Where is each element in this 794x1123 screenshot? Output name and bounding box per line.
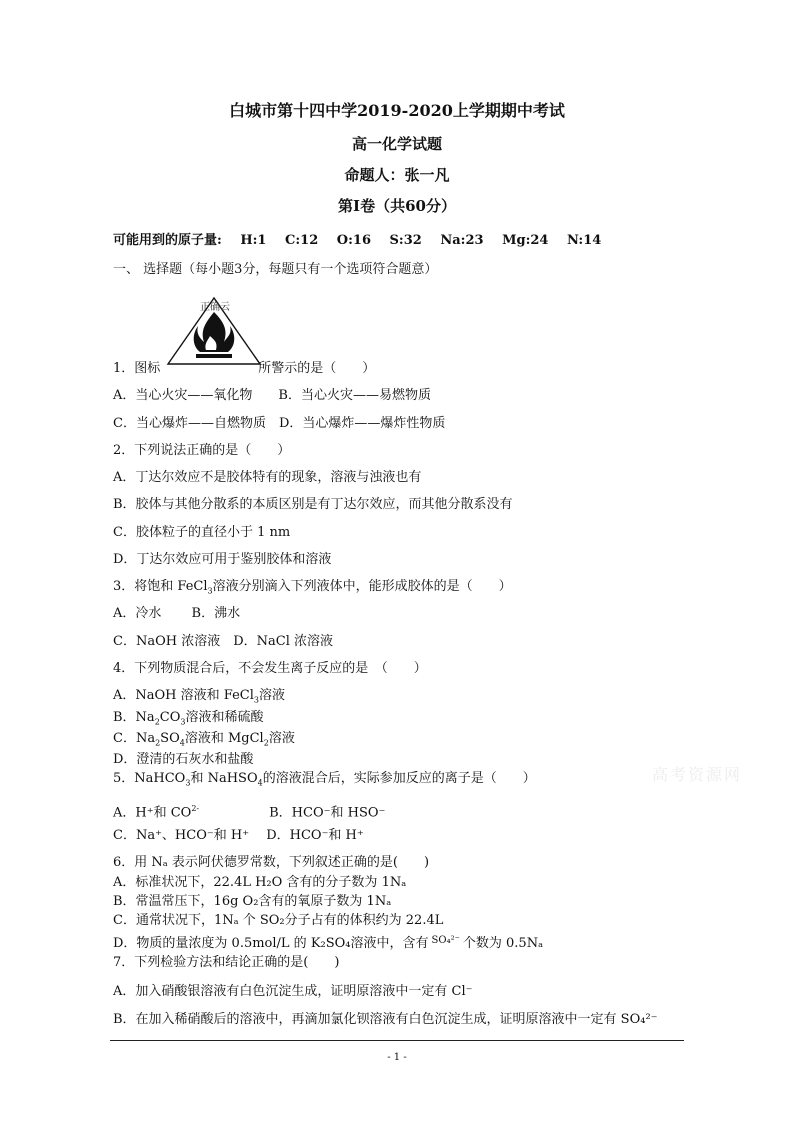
symbol-watermark-label: 正确云 (200, 302, 230, 313)
question-7-option-a: A．加入硝酸银溶液有白色沉淀生成，证明原溶液中一定有 Cl⁻ (113, 984, 473, 999)
question-3-options-row2: C．NaOH 浓溶液 D．NaCl 浓溶液 (113, 634, 333, 649)
q5-p2: 和 NaHSO (190, 771, 258, 786)
exam-author: 命题人：张一凡 (344, 166, 450, 184)
question-7-option-b: B．在加入稀硝酸后的溶液中，再滴加氯化钡溶液有白色沉淀生成，证明原溶液中一定有 SO₄²⁻ (113, 1012, 658, 1027)
question-5-options-row2: C．Na⁺、HCO⁻和 H⁺ D．HCO⁻和 H⁺ (113, 828, 364, 843)
question-5-options-row1 (113, 801, 385, 821)
question-3-stem-b: 溶液分别滴入下列液体中，能形成胶体的是（ ） (212, 579, 512, 594)
q4a-sub: 3 (253, 695, 259, 705)
question-4-option-d: D．澄清的石灰水和盐酸 (113, 752, 254, 767)
part-heading: 一、 选择题（每小题3分，每题只有一个选项符合题意） (113, 262, 438, 277)
q5-row1b: B．HCO⁻和 HSO⁻ (269, 805, 386, 821)
exam-title: 白城市第十四中学2019-2020上学期期中考试 (229, 101, 565, 120)
question-5-stem (113, 771, 536, 792)
question-3-stem (113, 579, 512, 600)
question-2-option-a: A．丁达尔效应不是胶体特有的现象，溶液与浊液也有 (113, 470, 422, 485)
q4a-pre: A．NaOH 溶液和 FeCl (113, 688, 254, 703)
question-6-option-d (113, 936, 543, 953)
q6d-post: 个数为 0.5Nₐ (462, 936, 544, 951)
q5-s2: 4 (257, 778, 263, 788)
question-2-option-c: C．胶体粒子的直径小于 1 nm (113, 525, 291, 540)
exam-section: 第Ⅰ卷（共60分） (338, 197, 456, 215)
q4c-mid: SO (160, 731, 180, 746)
question-3-options-row1: A．冷水 B．沸水 (113, 606, 241, 621)
question-2-option-b: B．胶体与其他分散系的本质区别是有丁达尔效应，而其他分散系没有 (113, 497, 513, 512)
q5-row1a: A．H⁺和 CO (113, 805, 192, 821)
exam-subject: 高一化学试题 (351, 135, 442, 153)
q5-p3: 的溶液混合后，实际参加反应的离子是（ ） (262, 771, 536, 786)
q5-s1: 3 (185, 778, 191, 788)
flammable-warning-icon (166, 296, 262, 366)
question-1-stem-a: 1．图标 (113, 361, 161, 376)
q4c-mid2: 溶液和 MgCl (184, 731, 264, 746)
question-2-option-d: D．丁达尔效应可用于鉴别胶体和溶液 (113, 552, 332, 567)
q5-row1a-sup: 2- (191, 804, 200, 813)
q4a-post: 溶液 (258, 688, 285, 703)
q4c-pre: C．Na (113, 731, 156, 746)
question-1-stem (113, 361, 375, 377)
atomic-mass-item: O:16 (336, 233, 372, 248)
atomic-masses-label: 可能用到的原子量: (113, 233, 222, 248)
atomic-mass-item: C:12 (285, 233, 319, 248)
atomic-mass-item: H:1 (240, 233, 267, 248)
q6d-pre: D．物质的量浓度为 0.5mol/L 的 K₂SO₄溶液中，含有 (113, 936, 429, 951)
atomic-mass-item: S:32 (389, 233, 422, 248)
question-4-option-a (113, 688, 285, 709)
question-3-stem-a: 3．将饱和 FeCl (113, 579, 208, 594)
q6d-ion: SO₄²⁻ (431, 935, 460, 946)
question-6-option-c: C．通常状况下，1Nₐ 个 SO₂分子占有的体积约为 22.4L (113, 913, 444, 928)
page-number: - 1 - (387, 1052, 407, 1063)
q4c-post: 溶液 (268, 731, 295, 746)
question-1-options-row2: C．当心爆炸——自燃物质 D．当心爆炸——爆炸性物质 (113, 416, 446, 431)
q4b-mid: CO (159, 710, 181, 725)
q4b-pre: B．Na (113, 710, 155, 725)
question-6-stem: 6．用 Nₐ 表示阿伏德罗常数，下列叙述正确的是( ) (113, 855, 430, 870)
q4b-post: 溶液和稀硫酸 (185, 710, 264, 725)
question-3-stem-sub: 3 (207, 586, 213, 596)
question-7-stem: 7．下列检验方法和结论正确的是( ) (113, 955, 340, 970)
question-4-option-b (113, 710, 264, 731)
question-4-stem: 4．下列物质混合后，不会发生离子反应的是 （ ） (113, 661, 427, 676)
q4c-sub3: 2 (263, 738, 269, 748)
question-1-options-row1: A．当心火灾——氧化物 B．当心火灾——易燃物质 (113, 388, 431, 403)
q4c-sub1: 2 (155, 738, 161, 748)
question-6-option-b: B．常温常压下，16g O₂含有的氧原子数为 1Nₐ (113, 894, 392, 909)
q4b-sub1: 2 (154, 717, 160, 727)
question-4-option-c (113, 731, 295, 752)
atomic-mass-item: Mg:24 (502, 233, 549, 248)
q5-p1: 5．NaHCO (113, 771, 186, 786)
question-1-stem-b: 所警示的是（ ） (258, 361, 376, 376)
question-2-stem: 2．下列说法正确的是（ ） (113, 443, 291, 458)
footer-rule (110, 1040, 684, 1041)
q4b-sub2: 3 (180, 717, 186, 727)
atomic-masses (113, 229, 615, 248)
q4c-sub2: 4 (179, 738, 185, 748)
question-6-option-a: A．标准状况下，22.4L H₂O 含有的分子数为 1Nₐ (113, 875, 407, 890)
faint-watermark: 高考资源网 (652, 765, 743, 784)
atomic-mass-item: Na:23 (440, 233, 484, 248)
atomic-mass-item: N:14 (567, 233, 602, 248)
